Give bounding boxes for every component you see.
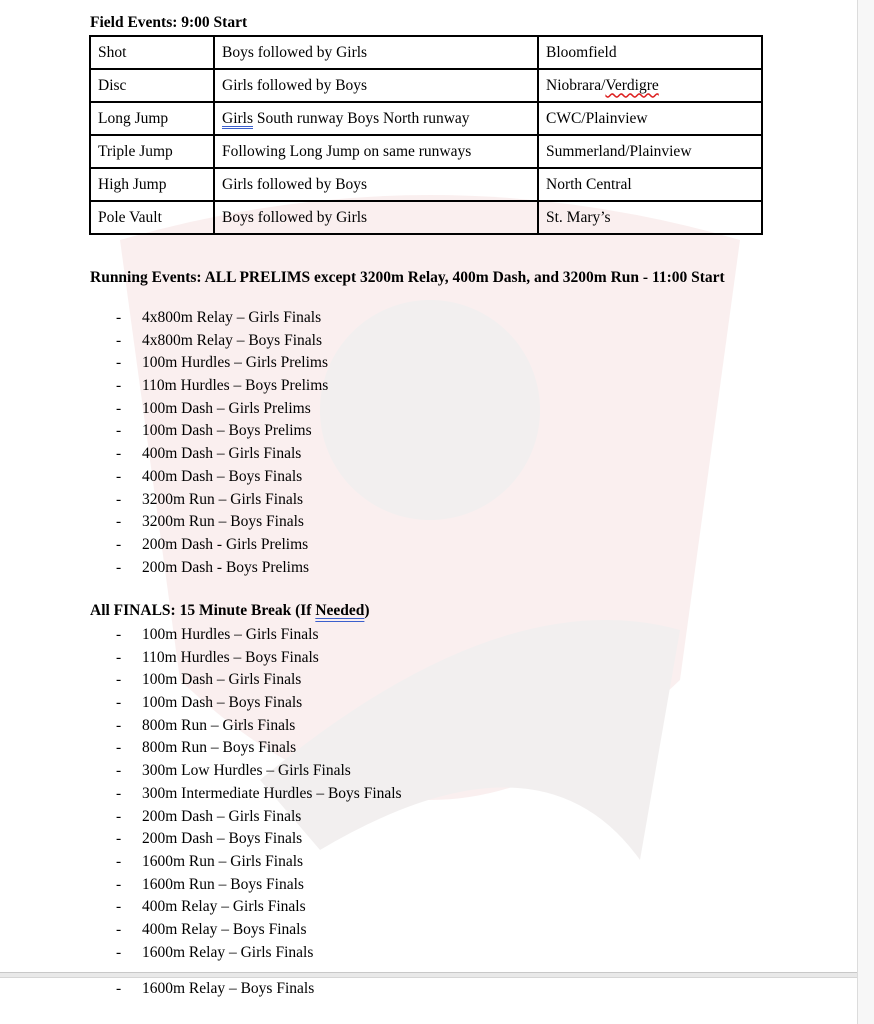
site-text: Niobrara/	[546, 76, 606, 94]
table-row	[90, 168, 762, 201]
site-cell	[538, 69, 762, 102]
event-label: 1600m Relay – Girls Finals	[142, 943, 314, 961]
list-item	[90, 896, 402, 919]
list-bullet: -	[116, 558, 122, 576]
list-bullet: -	[116, 920, 122, 938]
table-row	[90, 36, 762, 69]
list-bullet: -	[116, 716, 122, 734]
list-bullet: -	[116, 535, 122, 553]
running-events-list	[90, 307, 328, 579]
list-bullet: -	[116, 399, 122, 417]
list-bullet: -	[116, 354, 122, 372]
event-label: 400m Relay – Boys Finals	[142, 920, 307, 938]
grammar-flagged-word[interactable]: Girls	[222, 109, 253, 127]
vertical-scrollbar[interactable]	[857, 0, 874, 1024]
list-bullet: -	[116, 852, 122, 870]
event-label: 1600m Run – Girls Finals	[142, 852, 304, 870]
list-item	[90, 978, 314, 1001]
field-events-table	[89, 35, 763, 235]
list-item	[90, 851, 402, 874]
order-cell: Girls followed by Boys	[214, 69, 538, 102]
all-finals-list	[90, 624, 402, 964]
list-bullet: -	[116, 309, 122, 326]
heading-text: All FINALS: 15 Minute Break (If	[90, 602, 316, 619]
event-label: 100m Hurdles – Girls Finals	[142, 626, 319, 643]
list-bullet: -	[116, 513, 122, 531]
list-item	[90, 352, 328, 375]
list-item	[90, 828, 402, 851]
list-item	[90, 534, 328, 557]
event-label: 100m Dash – Boys Prelims	[142, 422, 312, 440]
list-item	[90, 715, 402, 738]
list-item	[90, 307, 328, 330]
event-label: 4x800m Relay – Girls Finals	[142, 309, 322, 326]
list-item	[90, 624, 402, 647]
event-cell: Shot	[90, 36, 214, 69]
list-item	[90, 511, 328, 534]
event-label: 200m Dash - Boys Prelims	[142, 558, 310, 576]
list-item	[90, 375, 328, 398]
list-bullet: -	[116, 626, 122, 643]
order-cell: Boys followed by Girls	[214, 201, 538, 234]
event-label: 300m Intermediate Hurdles – Boys Finals	[142, 784, 402, 802]
event-label: 3200m Run – Girls Finals	[142, 490, 304, 508]
event-label: 100m Hurdles – Girls Prelims	[142, 354, 328, 372]
event-label: 400m Dash – Girls Finals	[142, 445, 302, 463]
event-label: 100m Dash – Girls Finals	[142, 671, 302, 689]
running-events-heading: Running Events: ALL PRELIMS except 3200m Relay, 400m Dash, and 3200m Run - 11:00 Start	[90, 269, 725, 286]
event-cell: High Jump	[90, 168, 214, 201]
list-item	[90, 692, 402, 715]
list-bullet: -	[116, 490, 122, 508]
order-cell: Girls followed by Boys	[214, 168, 538, 201]
site-cell: St. Mary’s	[538, 201, 762, 234]
site-cell: North Central	[538, 168, 762, 201]
list-item	[90, 443, 328, 466]
list-item	[90, 489, 328, 512]
event-cell: Pole Vault	[90, 201, 214, 234]
list-item	[90, 737, 402, 760]
event-label: 400m Relay – Girls Finals	[142, 898, 306, 916]
order-text: South runway Boys North runway	[253, 109, 470, 127]
event-label: 300m Low Hurdles – Girls Finals	[142, 762, 351, 780]
list-item	[90, 330, 328, 353]
list-item	[90, 466, 328, 489]
order-cell: Boys followed by Girls	[214, 36, 538, 69]
list-bullet: -	[116, 784, 122, 802]
list-bullet: -	[116, 762, 122, 780]
event-label: 100m Dash – Boys Finals	[142, 694, 303, 712]
table-row	[90, 201, 762, 234]
event-label: 200m Dash - Girls Prelims	[142, 535, 309, 553]
event-cell: Triple Jump	[90, 135, 214, 168]
list-bullet: -	[116, 377, 122, 395]
event-label: 800m Run – Boys Finals	[142, 739, 297, 757]
list-item	[90, 398, 328, 421]
event-cell: Disc	[90, 69, 214, 102]
list-bullet: -	[116, 980, 122, 997]
list-bullet: -	[116, 445, 122, 463]
list-bullet: -	[116, 671, 122, 689]
list-item	[90, 557, 328, 580]
list-bullet: -	[116, 739, 122, 757]
list-item	[90, 806, 402, 829]
list-item	[90, 420, 328, 443]
event-label: 400m Dash – Boys Finals	[142, 467, 303, 485]
spelling-flagged-word[interactable]: Verdigre	[605, 76, 659, 94]
list-bullet: -	[116, 830, 122, 848]
field-events-heading: Field Events: 9:00 Start	[90, 14, 248, 31]
list-item	[90, 647, 402, 670]
event-label: 110m Hurdles – Boys Prelims	[142, 377, 329, 395]
event-label: 200m Dash – Boys Finals	[142, 830, 303, 848]
list-item	[90, 669, 402, 692]
event-label: 3200m Run – Boys Finals	[142, 513, 304, 531]
event-label: 100m Dash – Girls Prelims	[142, 399, 311, 417]
list-bullet: -	[116, 422, 122, 440]
list-item	[90, 874, 402, 897]
table-row	[90, 102, 762, 135]
list-bullet: -	[116, 694, 122, 712]
event-label: 1600m Relay – Boys Finals	[142, 980, 315, 997]
list-item	[90, 942, 402, 965]
table-row	[90, 135, 762, 168]
event-cell: Long Jump	[90, 102, 214, 135]
event-label: 1600m Run – Boys Finals	[142, 875, 304, 893]
list-item	[90, 919, 402, 942]
list-bullet: -	[116, 648, 122, 666]
site-cell: CWC/Plainview	[538, 102, 762, 135]
order-cell: Following Long Jump on same runways	[214, 135, 538, 168]
site-cell: Bloomfield	[538, 36, 762, 69]
list-bullet: -	[116, 807, 122, 825]
heading-text: )	[364, 602, 370, 619]
event-label: 110m Hurdles – Boys Finals	[142, 648, 319, 666]
event-label: 200m Dash – Girls Finals	[142, 807, 302, 825]
grammar-flagged-word[interactable]: Needed	[315, 602, 365, 619]
site-cell: Summerland/Plainview	[538, 135, 762, 168]
list-item	[90, 760, 402, 783]
list-item	[90, 783, 402, 806]
event-label: 800m Run – Girls Finals	[142, 716, 296, 734]
list-bullet: -	[116, 875, 122, 893]
table-row	[90, 69, 762, 102]
event-label: 4x800m Relay – Boys Finals	[142, 331, 322, 349]
list-bullet: -	[116, 943, 122, 961]
list-bullet: -	[116, 331, 122, 349]
list-bullet: -	[116, 467, 122, 485]
order-cell	[214, 102, 538, 135]
list-bullet: -	[116, 898, 122, 916]
all-finals-heading	[90, 602, 370, 620]
